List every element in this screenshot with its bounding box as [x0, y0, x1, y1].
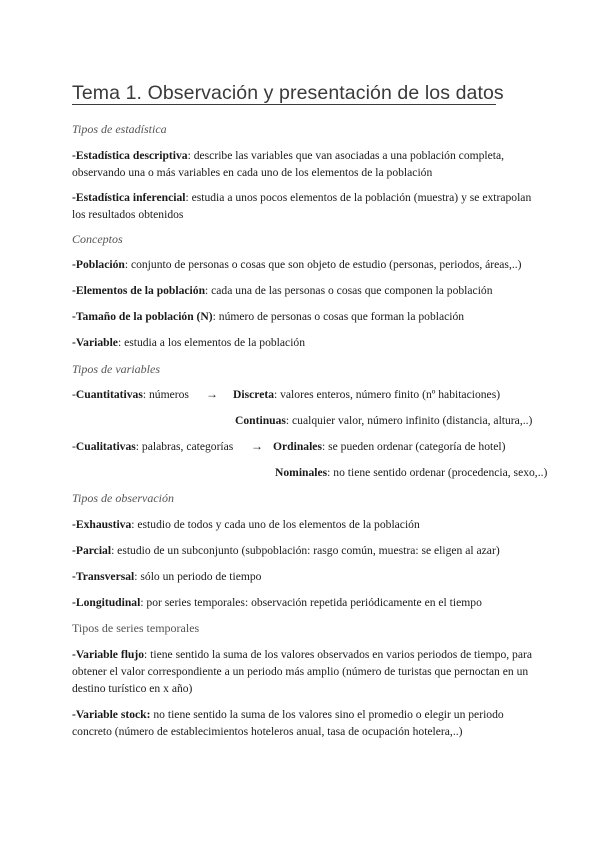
definition: : por series temporales: observación repetida periódicamente en el tiempo	[140, 596, 482, 609]
term: Nominales	[275, 466, 328, 479]
term: Discreta	[233, 388, 274, 401]
term: Continuas	[235, 414, 286, 427]
paragraph-exhaustiva	[72, 516, 542, 533]
definition: : números	[142, 388, 189, 401]
term: -Exhaustiva	[72, 518, 132, 531]
term: Cuantitativas	[75, 388, 143, 401]
paragraph-variable-flujo	[72, 646, 542, 697]
variable-cualitativas	[72, 438, 233, 455]
term: -Variable flujo	[72, 648, 145, 661]
term: -Variable stock:	[72, 708, 151, 721]
definition: : valores enteros, número finito (nº habitaciones)	[274, 388, 501, 401]
paragraph-longitudinal	[72, 594, 542, 611]
definition: : describe las variables que van asociadas a una población completa, observando una o más variables en cada uno de los elementos de la población	[72, 149, 505, 179]
variable-continuas	[235, 412, 532, 429]
term: -Tamaño de la población (N)	[72, 310, 213, 323]
variable-discreta	[233, 386, 500, 403]
definition: : tiene sentido la suma de los valores observados en varios periodos de tiempo, para obtener el valor correspondiente a un periodo más amplio (número de turistas que pernoctan en un destino turístico en x año)	[72, 648, 532, 695]
title-underline	[72, 104, 496, 105]
right-arrow-icon: →	[251, 439, 263, 453]
page-title: Tema 1. Observación y presentación de los datos	[72, 82, 504, 104]
section-heading-tipos-observacion: Tipos de observación	[72, 491, 174, 505]
term: Cualitativas	[75, 440, 136, 453]
paragraph-transversal	[72, 568, 542, 585]
definition: : sólo un periodo de tiempo	[134, 570, 262, 583]
definition: : cualquier valor, número infinito (distancia, altura,..)	[285, 414, 533, 427]
term: -Transversal	[72, 570, 135, 583]
paragraph-elementos-poblacion	[72, 282, 542, 299]
definition: no tiene sentido la suma de los valores sino el promedio o elegir un periodo concreto (número de establecimientos hoteleros anual, tasa de ocupación hotelera,..)	[72, 708, 504, 738]
definition: : palabras, categorías	[135, 440, 234, 453]
term: -Población	[72, 258, 125, 271]
term: -Parcial	[72, 544, 112, 557]
paragraph-tamano-poblacion	[72, 308, 542, 325]
variable-cuantitativas	[72, 386, 189, 403]
paragraph-estadistica-descriptiva	[72, 147, 542, 181]
dash: -	[72, 388, 76, 401]
definition: : estudio de todos y cada uno de los elementos de la población	[131, 518, 420, 531]
paragraph-poblacion	[72, 256, 542, 273]
dash: -	[72, 440, 76, 453]
definition: : cada una de las personas o cosas que componen la población	[205, 284, 493, 297]
paragraph-parcial	[72, 542, 542, 559]
paragraph-variable-stock	[72, 706, 542, 740]
section-heading-conceptos: Conceptos	[72, 232, 123, 246]
term: -Estadística descriptiva	[72, 149, 188, 162]
definition: : estudio de un subconjunto (subpoblación: rasgo común, muestra: se eligen al azar)	[111, 544, 500, 557]
term: -Longitudinal	[72, 596, 141, 609]
term: -Elementos de la población	[72, 284, 206, 297]
paragraph-estadistica-inferencial	[72, 189, 542, 223]
variable-ordinales	[273, 438, 505, 455]
term: -Estadística inferencial	[72, 191, 186, 204]
section-heading-series-temporales: Tipos de series temporales	[72, 621, 200, 635]
right-arrow-icon: →	[206, 387, 218, 401]
section-heading-tipos-variables: Tipos de variables	[72, 362, 161, 376]
definition: : estudia a los elementos de la población	[117, 336, 306, 349]
definition: : conjunto de personas o cosas que son objeto de estudio (personas, periodos, áreas,..)	[124, 258, 522, 271]
definition: : no tiene sentido ordenar (procedencia, sexo,..)	[327, 466, 548, 479]
paragraph-variable	[72, 334, 542, 351]
definition: : se pueden ordenar (categoría de hotel)	[321, 440, 506, 453]
section-heading-tipos-estadistica: Tipos de estadística	[72, 122, 167, 136]
variable-nominales	[275, 464, 547, 481]
definition: : estudia a unos pocos elementos de la población (muestra) y se extrapolan los resultados obtenidos	[72, 191, 532, 221]
term: -Variable	[72, 336, 118, 349]
term: Ordinales	[273, 440, 322, 453]
definition: : número de personas o cosas que forman la población	[212, 310, 465, 323]
